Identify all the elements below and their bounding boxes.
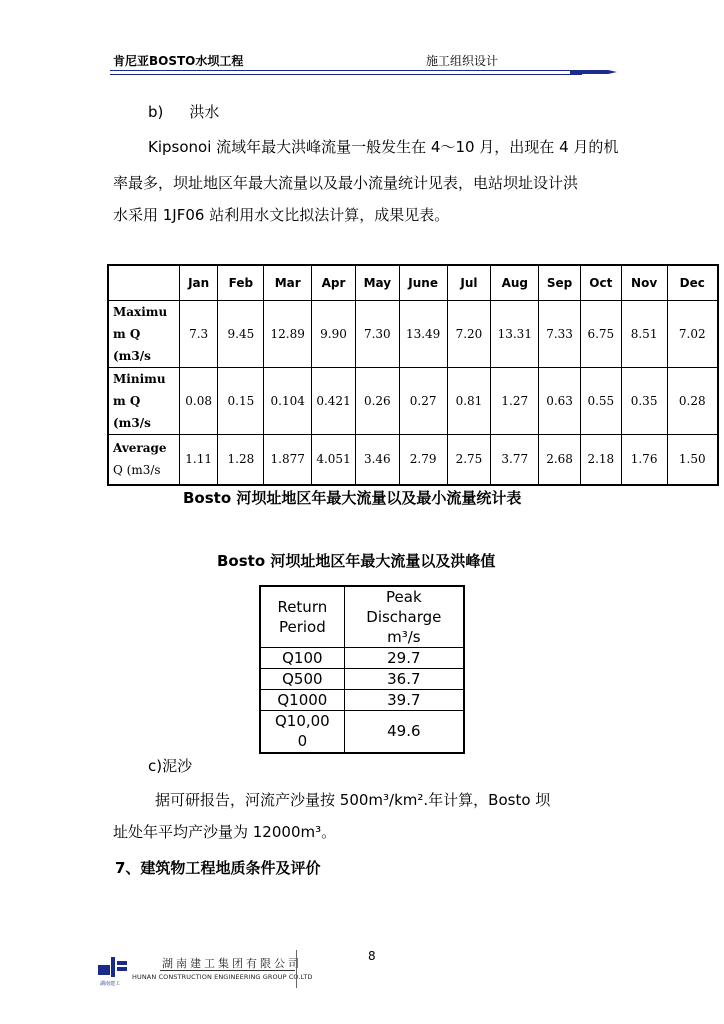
header-cell: Apr xyxy=(312,265,356,301)
table-cell: 0.81 xyxy=(447,368,491,435)
table-cell: 7.20 xyxy=(447,301,491,368)
row-label-minimum xyxy=(108,368,179,435)
table-cell: 0.27 xyxy=(399,368,447,435)
table-cell: 4.051 xyxy=(312,435,356,485)
header-cell: Nov xyxy=(621,265,667,301)
header-cell: May xyxy=(355,265,399,301)
table-row xyxy=(108,435,718,485)
table-cell: 0.421 xyxy=(312,368,356,435)
header-cell: Oct xyxy=(580,265,621,301)
value-cell: 36.7 xyxy=(344,669,464,690)
header-cell: June xyxy=(399,265,447,301)
row-label-line: Average xyxy=(113,441,167,456)
period-cell: Q500 xyxy=(260,669,344,690)
header-cell: Sep xyxy=(539,265,581,301)
header-cell: Aug xyxy=(491,265,539,301)
header-cell: Feb xyxy=(218,265,264,301)
row-label-average xyxy=(108,435,179,485)
table-cell: 2.18 xyxy=(580,435,621,485)
paragraph1-line2: 率最多，坝址地区年最大流量以及最小流量统计见表，电站坝址设计洪 xyxy=(113,174,579,192)
period-cell: Q1000 xyxy=(260,690,344,711)
table-cell: 2.75 xyxy=(447,435,491,485)
table-cell: 7.3 xyxy=(179,301,218,368)
section-b-title: 洪水 xyxy=(189,103,220,121)
page-number: 8 xyxy=(368,949,376,963)
section7-heading: 7、建筑物工程地质条件及评价 xyxy=(115,859,321,877)
value-cell: 29.7 xyxy=(344,648,464,669)
table-row xyxy=(260,669,464,690)
company-name-cn: 湖南建工集团有限公司 xyxy=(162,957,302,970)
table-cell: 7.02 xyxy=(667,301,718,368)
table-cell: 12.89 xyxy=(264,301,312,368)
monthly-flow-table xyxy=(107,264,719,486)
header-cell: Jan xyxy=(179,265,218,301)
flood-peak-table xyxy=(259,585,465,754)
table-cell: 13.49 xyxy=(399,301,447,368)
table-cell: 3.77 xyxy=(491,435,539,485)
header-arrow-icon xyxy=(570,66,618,78)
table-header-row xyxy=(108,265,718,301)
header-discharge-unit: m³/s xyxy=(387,628,421,646)
table-cell: 1.76 xyxy=(621,435,667,485)
table-cell: 0.28 xyxy=(667,368,718,435)
row-label-line: Q (m3/s xyxy=(113,463,161,478)
table-cell: 7.30 xyxy=(355,301,399,368)
table-cell: 0.104 xyxy=(264,368,312,435)
table-cell: 1.27 xyxy=(491,368,539,435)
paragraph1-line3: 水采用 1JF06 站利用水文比拟法计算，成果见表。 xyxy=(113,206,450,224)
section-c-heading: c)泥沙 xyxy=(148,757,193,775)
table-cell: 0.15 xyxy=(218,368,264,435)
table-cell: 8.51 xyxy=(621,301,667,368)
table-cell: 1.11 xyxy=(179,435,218,485)
table-row xyxy=(260,711,464,753)
table-header-row xyxy=(260,586,464,648)
table-cell: 6.75 xyxy=(580,301,621,368)
header-rule-thin xyxy=(110,74,582,75)
header-doc-title: 施工组织设计 xyxy=(426,54,499,68)
table-row xyxy=(260,648,464,669)
section-b-heading xyxy=(148,103,219,121)
table-cell: 13.31 xyxy=(491,301,539,368)
section-b-label: b) xyxy=(148,103,164,121)
company-name-en: HUNAN CONSTRUCTION ENGINEERING GROUP CO.LTD xyxy=(132,973,313,981)
table-cell: 0.26 xyxy=(355,368,399,435)
table-cell: 0.08 xyxy=(179,368,218,435)
header-cell: Jul xyxy=(447,265,491,301)
header-cell-discharge xyxy=(344,586,464,648)
company-logo-icon xyxy=(98,955,128,979)
table-row xyxy=(260,690,464,711)
row-label-line: (m3/s xyxy=(113,416,151,430)
header-cell-period: Return Period xyxy=(260,586,344,648)
monthly-table-caption: Bosto 河坝址地区年最大流量以及最小流量统计表 xyxy=(183,489,522,507)
table-cell: 0.55 xyxy=(580,368,621,435)
logo-small-text: 湖南建工 xyxy=(100,981,121,987)
row-label-line: (m3/s xyxy=(113,349,151,363)
row-label-line: Minimu xyxy=(113,372,166,386)
header-project-title: 肯尼亚BOSTO水坝工程 xyxy=(113,54,244,68)
table-cell: 9.90 xyxy=(312,301,356,368)
paragraph2-line2: 址处年平均产沙量为 12000m³。 xyxy=(113,823,337,841)
header-cell: Mar xyxy=(264,265,312,301)
table-cell: 1.877 xyxy=(264,435,312,485)
paragraph1-line1: Kipsonoi 流域年最大洪峰流量一般发生在 4～10 月，出现在 4 月的机 xyxy=(148,138,619,156)
paragraph2-line1: 据可研报告，河流产沙量按 500m³/km².年计算，Bosto 坝 xyxy=(155,791,551,809)
header-rule xyxy=(110,70,600,71)
table-cell: 0.35 xyxy=(621,368,667,435)
row-label-line: m Q xyxy=(113,327,141,341)
table-cell: 1.50 xyxy=(667,435,718,485)
table-row xyxy=(108,368,718,435)
flood-table-caption: Bosto 河坝址地区年最大流量以及洪峰值 xyxy=(217,552,496,570)
table-cell: 2.68 xyxy=(539,435,581,485)
period-cell: Q100 xyxy=(260,648,344,669)
row-label-maximum xyxy=(108,301,179,368)
table-row xyxy=(108,301,718,368)
table-cell: 9.45 xyxy=(218,301,264,368)
value-cell: 49.6 xyxy=(344,711,464,753)
header-cell xyxy=(108,265,179,301)
table-cell: 1.28 xyxy=(218,435,264,485)
table-cell: 0.63 xyxy=(539,368,581,435)
header-discharge-label: Peak Discharge xyxy=(366,588,442,626)
logo-divider xyxy=(296,950,297,988)
row-label-line: m Q xyxy=(113,394,141,408)
header-cell: Dec xyxy=(667,265,718,301)
period-cell: Q10,000 xyxy=(260,711,344,753)
table-cell: 2.79 xyxy=(399,435,447,485)
logo-rule xyxy=(160,970,295,971)
table-cell: 7.33 xyxy=(539,301,581,368)
table-cell: 3.46 xyxy=(355,435,399,485)
row-label-line: Maximu xyxy=(113,305,168,319)
value-cell: 39.7 xyxy=(344,690,464,711)
